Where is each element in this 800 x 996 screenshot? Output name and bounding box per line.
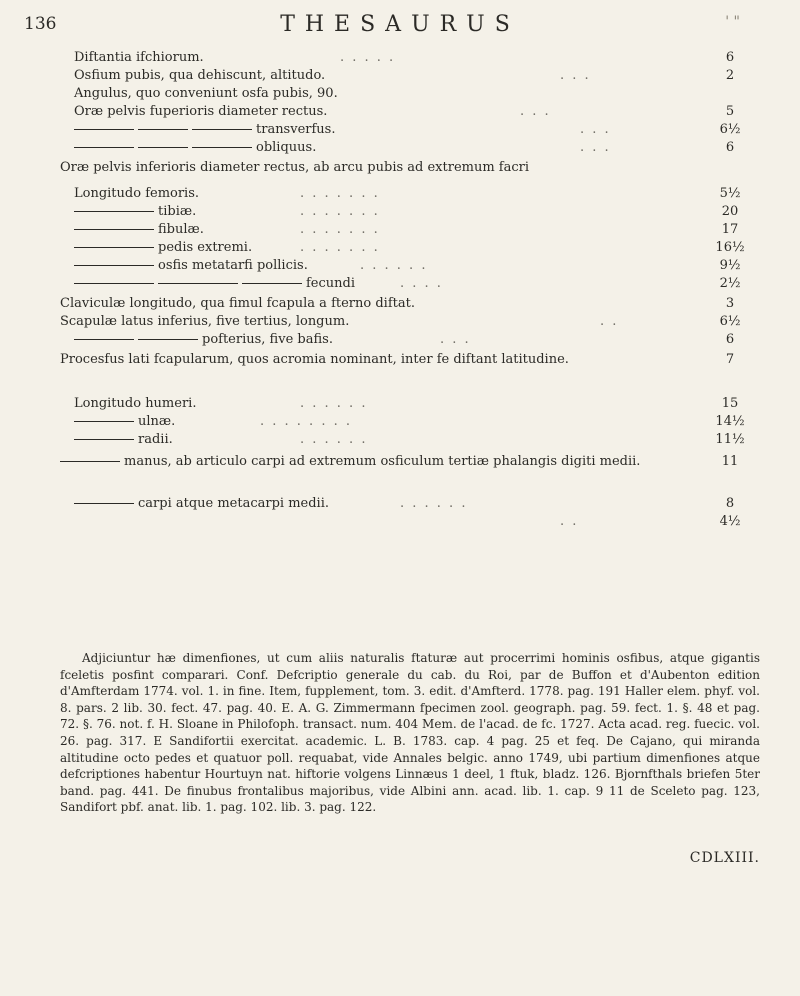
row-value: 6½ (719, 314, 741, 329)
page-number: 136 (24, 14, 57, 34)
page-header (0, 12, 800, 42)
row-label: Diftantia ifchiorum. (74, 50, 204, 65)
row-value: 5 (725, 104, 735, 119)
paragraph-text: Adjiciuntur hæ dimenfiones, ut cum aliis naturalis ftaturæ aut procerrimi hominis osfibus, atque gigantis fceletis posfint comparari. Conf. Defcriptio generale du cab. du Roi, par de Buffon et d'Aubenton edition d'Amfterdam 1774. vol. 1. in fine. Item, fupplement, tom. 3. edit. d'Amfterd. 1778. pag. 191 Haller elem. phyf. vol. 8. pars. 2 lib. 30. fect. 47. pag. 40. E. A. G. Zimmermann fpecimen zool. geograph. pag. 59. fect. 1. §. 48 et pag. 72. §. 76. not. f. H. Sloane in Philofoph. transact. num. 404 Mem. de l'acad. de fc. 1727. Acta acad. reg. fuecic. vol. 26. pag. 317. E Sandifortii exercitat. academic. L. B. 1783. cap. 4 pag. 25 et feq. De Cajano, qui miranda altitudine octo pedes et quatuor poll. requabat, vide Annales belgic. anno 1749, ubi partium dimenfiones atque defcriptiones habentur Hourtuyn nat. hiftorie volgens Linnæus 1 deel, 1 ftuk, bladz. 126. Bjornfthals briefen 5ter band. pag. 441. De finubus frontalibus majoribus, vide Albini ann. acad. lib. 1. cap. 9 11 de Sceleto pag. 123, Sandifort pbf. anat. lib. 1. pag. 102. lib. 3. pag. 122. (60, 651, 760, 815)
table-row: . . 4½ (0, 514, 800, 532)
table-row: Diftantia ifchiorum. . . . . . 6 (0, 50, 800, 68)
table-row (0, 296, 800, 314)
row-value: 2½ (719, 276, 741, 291)
table-row (0, 352, 800, 370)
row-label: Oræ pelvis inferioris diameter rectus, ab arcu pubis ad extremum facri (60, 160, 530, 175)
row-label: carpi atque metacarpi medii. (74, 496, 329, 511)
table-row: tibiæ. . . . . . . . 20 (0, 204, 800, 222)
table-row: Oræ pelvis fuperioris diameter rectus. . . . 5 (0, 104, 800, 122)
row-value: 6½ (719, 122, 741, 137)
running-title: THESAURUS (280, 12, 520, 37)
row-label: Angulus, quo conveniunt osfa pubis, 90. (74, 86, 338, 101)
row-label: radii. (74, 432, 173, 447)
table-row: Longitudo femoris. . . . . . . . 5½ (0, 186, 800, 204)
row-value: 14½ (715, 414, 745, 429)
table-row (0, 86, 800, 104)
table-row: fecundi . . . . 2½ (0, 276, 800, 294)
row-label: osfis metatarfi pollicis. (74, 258, 308, 273)
row-value: 20 (721, 204, 739, 219)
row-value: 7 (725, 352, 735, 367)
row-label: Claviculæ longitudo, qua fimul fcapula a fterno diftat. (60, 296, 415, 311)
row-value: 16½ (715, 240, 745, 255)
table-row: obliquus. . . . 6 (0, 140, 800, 158)
row-label: ulnæ. (74, 414, 175, 429)
table-row (0, 454, 800, 472)
row-label: fibulæ. (74, 222, 204, 237)
row-value: 8 (725, 496, 735, 511)
row-label: Osfium pubis, qua dehiscunt, altitudo. (74, 68, 326, 83)
row-value: 11½ (715, 432, 745, 447)
row-value: 9½ (719, 258, 741, 273)
row-value: 17 (721, 222, 739, 237)
header-mark: ' " (725, 14, 740, 30)
row-value: 5½ (719, 186, 741, 201)
commentary-paragraph (60, 650, 760, 816)
table-row: Scapulæ latus inferius, five tertius, longum. . . 6½ (0, 314, 800, 332)
row-label: tibiæ. (74, 204, 196, 219)
row-value: 6 (725, 140, 735, 155)
row-label: Procesfus lati fcapularum, quos acromia nominant, inter fe diftant latitudine. (60, 352, 569, 367)
row-label: Longitudo femoris. (74, 186, 200, 201)
row-label: Longitudo humeri. (74, 396, 197, 411)
row-label: pofterius, five bafis. (74, 332, 333, 347)
row-value: 15 (721, 396, 739, 411)
row-label: Oræ pelvis fuperioris diameter rectus. (74, 104, 328, 119)
table-row: Osfium pubis, qua dehiscunt, altitudo. . . . 2 (0, 68, 800, 86)
table-row: pedis extremi. . . . . . . . 16½ (0, 240, 800, 258)
table-row (0, 160, 800, 178)
row-value: 6 (725, 332, 735, 347)
table-row: radii. . . . . . . 11½ (0, 432, 800, 450)
row-value: 3 (725, 296, 735, 311)
row-value: 11 (721, 454, 739, 469)
table-row: carpi atque metacarpi medii. . . . . . . 8 (0, 496, 800, 514)
row-label: manus, ab articulo carpi ad extremum osficulum tertiæ phalangis digiti medii. (60, 454, 660, 470)
row-label: transverfus. (74, 122, 335, 137)
row-value: 6 (725, 50, 735, 65)
catchword: CDLXIII. (689, 850, 760, 866)
row-label: Scapulæ latus inferius, five tertius, longum. (60, 314, 350, 329)
table-row: ulnæ. . . . . . . . . 14½ (0, 414, 800, 432)
table-row: osfis metatarfi pollicis. . . . . . . 9½ (0, 258, 800, 276)
table-row: fibulæ. . . . . . . . 17 (0, 222, 800, 240)
row-value: 4½ (719, 514, 741, 529)
table-row: pofterius, five bafis. . . . 6 (0, 332, 800, 350)
table-row: Longitudo humeri. . . . . . . 15 (0, 396, 800, 414)
row-label: obliquus. (74, 140, 316, 155)
row-label: pedis extremi. (74, 240, 252, 255)
row-value: 2 (725, 68, 735, 83)
row-label: fecundi (74, 276, 355, 291)
table-row: transverfus. . . . 6½ (0, 122, 800, 140)
